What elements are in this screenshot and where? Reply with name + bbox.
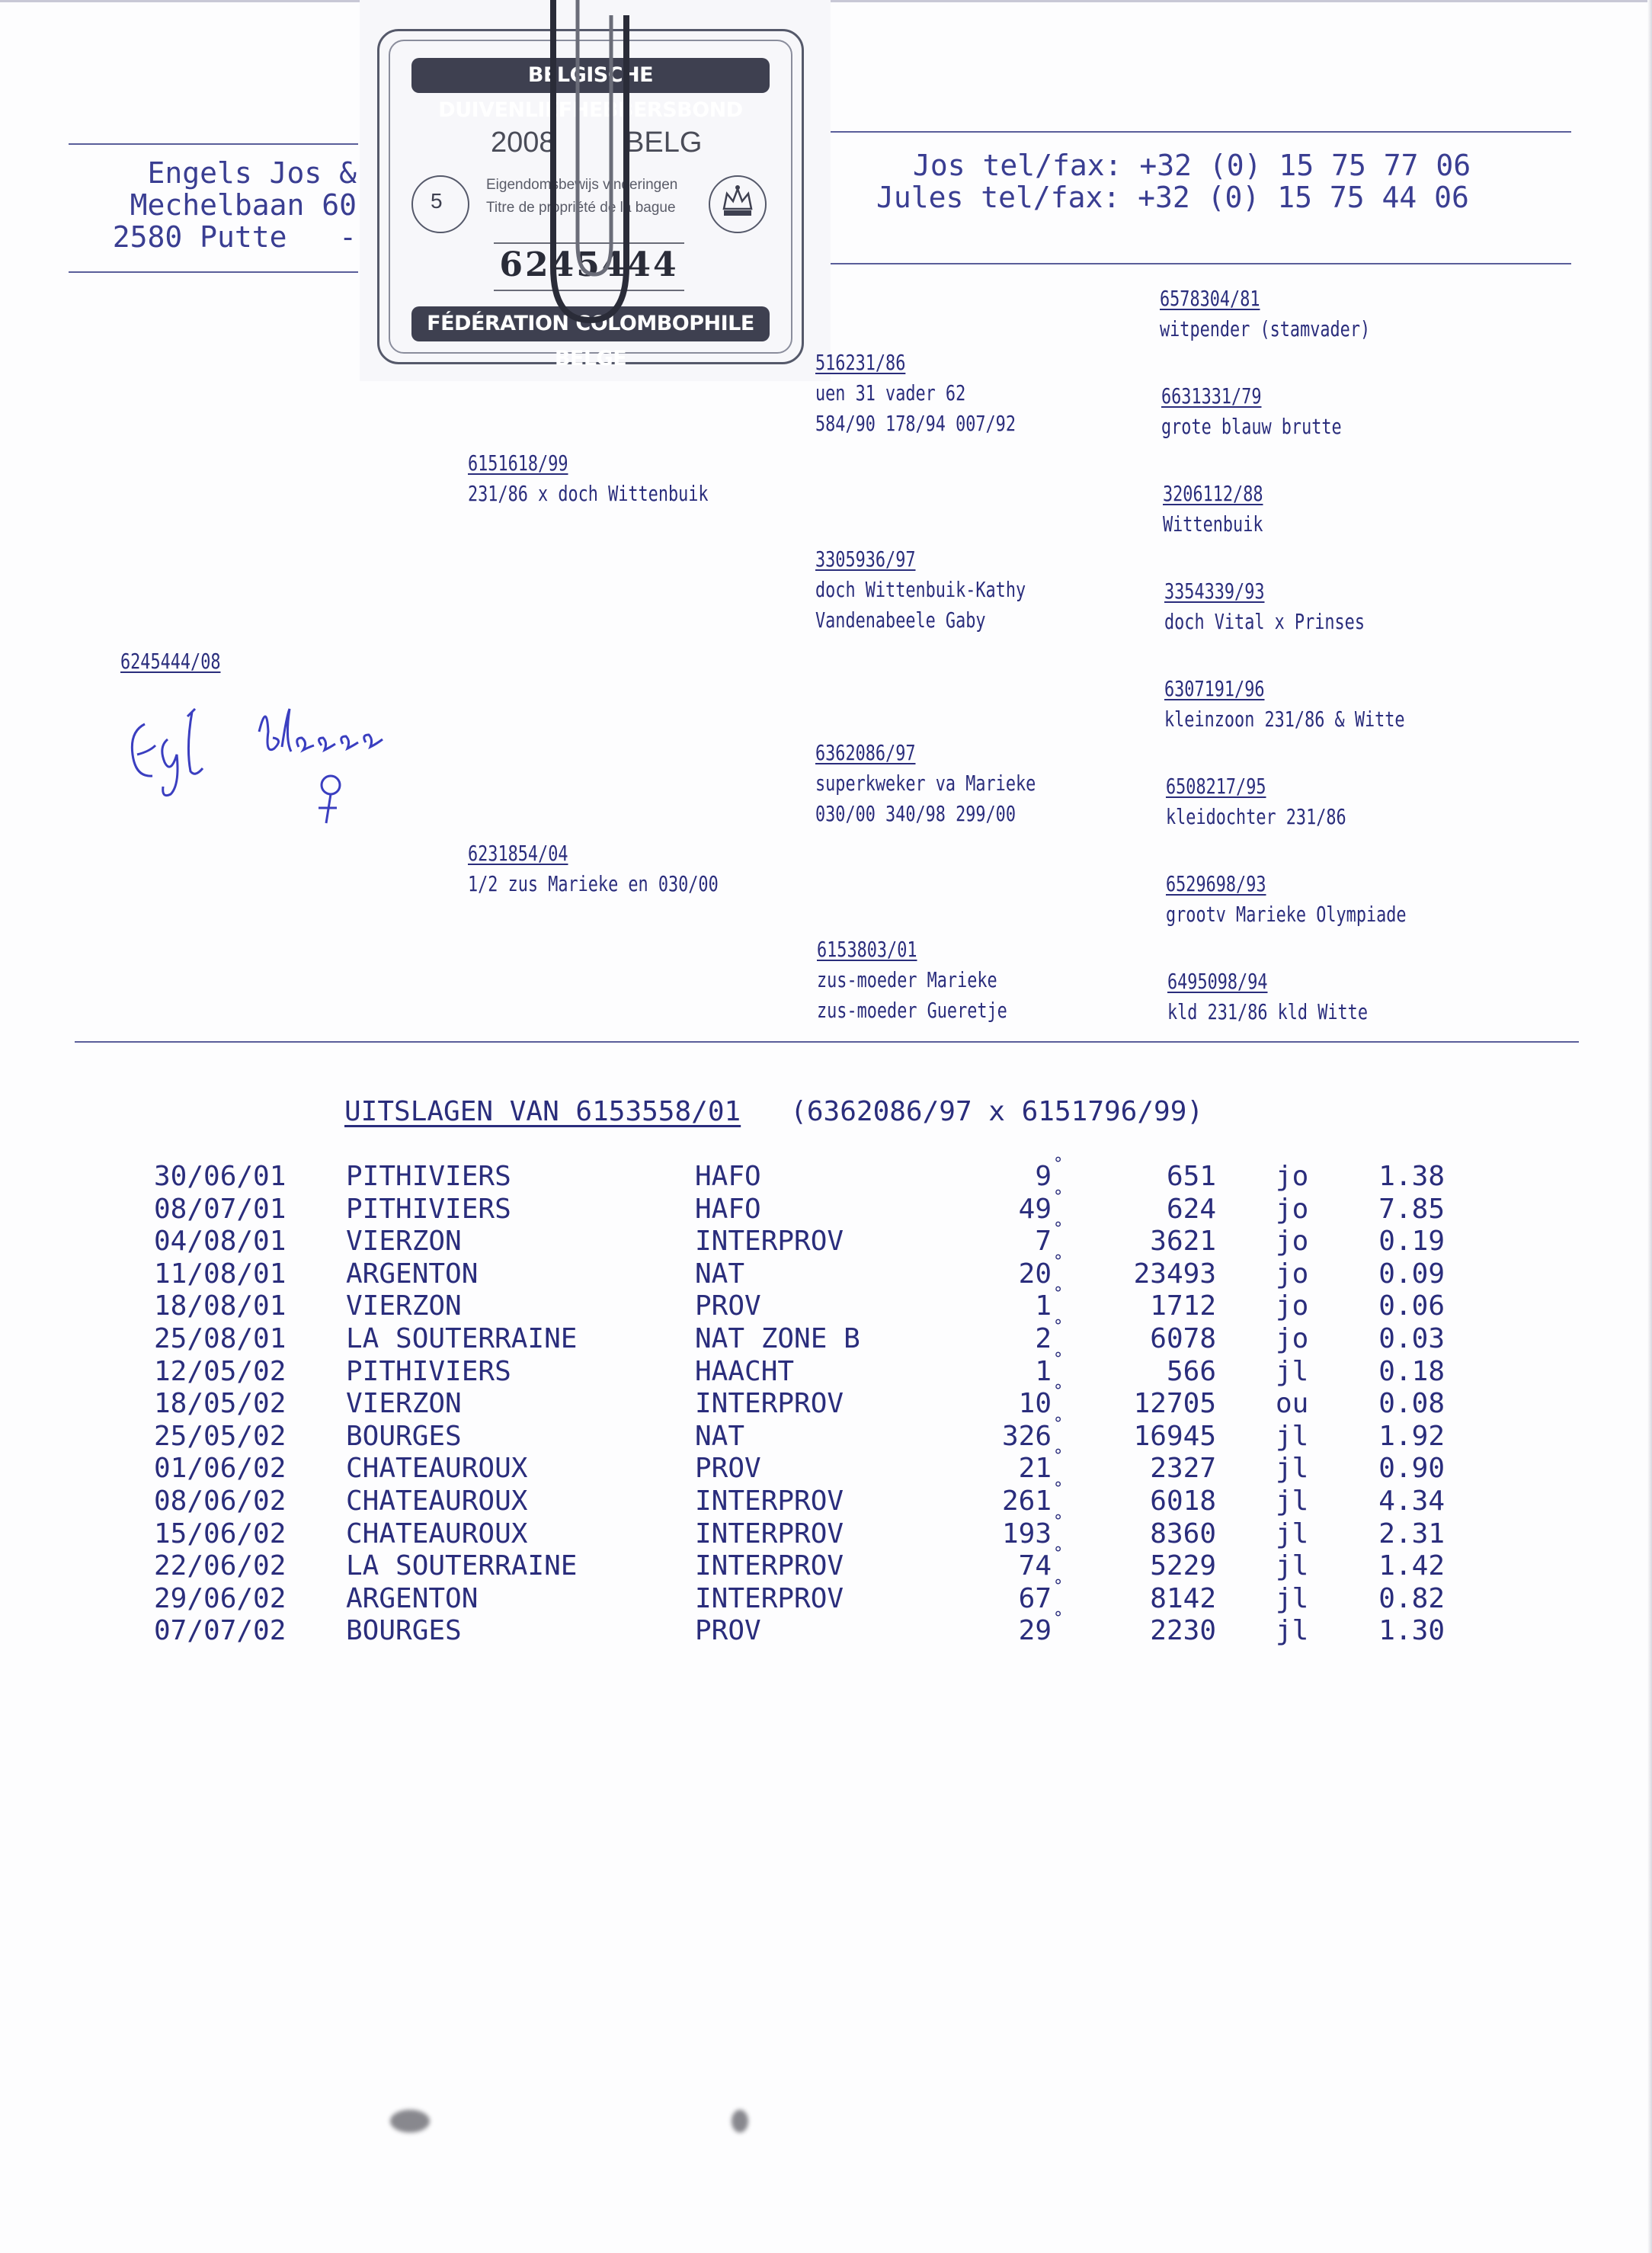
result-position [1018,1252,1064,1290]
result-age-class: jl [1276,1615,1309,1646]
phone-line-jos: Jos tel/fax: +32 (0) 15 75 77 06 [913,149,1471,182]
pedigree-great-grandparent-line: kleinzoon 231/86 & Witte [1164,707,1405,732]
result-percentage: 0.06 [1378,1290,1445,1322]
result-row [0,1317,1652,1355]
result-position-degree: ° [1053,1609,1064,1628]
pedigree-mother [468,838,719,899]
page-right-edge [1647,0,1652,2253]
pedigree-great-grandparent [1164,576,1365,637]
result-row [0,1219,1652,1258]
result-category: PROV [695,1453,761,1484]
result-entries: 6078 [1150,1323,1216,1354]
result-place: CHATEAUROUX [346,1518,528,1550]
pedigree-great-grandparent-ring: 3206112/88 [1163,481,1263,506]
result-category: NAT ZONE B [695,1323,860,1354]
result-position-value: 326 [1001,1421,1052,1452]
pedigree-great-grandparent-ring: 6529698/93 [1166,871,1266,896]
result-date: 22/06/02 [154,1550,287,1582]
result-place: BOURGES [346,1421,462,1452]
result-position-degree: ° [1053,1512,1064,1531]
result-place: VIERZON [346,1226,462,1257]
result-age-class: jo [1276,1290,1309,1322]
result-position-degree: ° [1053,1415,1064,1434]
result-position-value: 49 [1018,1194,1052,1225]
header-rule-right-top [831,131,1571,133]
result-place: LA SOUTERRAINE [346,1550,578,1582]
pedigree-great-grandparent-ring: 6495098/94 [1167,969,1268,994]
result-position-value: 1 [1035,1356,1052,1387]
pedigree-grandparent-line: 030/00 340/98 299/00 [815,801,1016,826]
result-position-value: 193 [1001,1518,1052,1550]
header-rule-left-bottom [69,271,358,273]
result-age-class: jl [1276,1356,1309,1387]
pedigree-grandparent [817,934,1007,1026]
ring-card-line-fr: Titre de propriété de la bague [486,200,676,216]
result-category: INTERPROV [695,1485,844,1517]
scan-smudge [390,2110,430,2133]
results-title [344,1096,1203,1127]
result-age-class: jo [1276,1258,1309,1290]
result-percentage: 0.03 [1378,1323,1445,1354]
ring-card-number: 6245444 [499,245,679,284]
result-position-degree: ° [1053,1284,1064,1303]
result-position-value: 261 [1001,1485,1052,1517]
result-position [1018,1447,1064,1485]
result-place: CHATEAUROUX [346,1453,528,1484]
result-place: BOURGES [346,1615,462,1646]
pedigree-great-grandparent-ring: 6307191/96 [1164,676,1265,701]
result-position [1035,1219,1064,1258]
result-date: 25/05/02 [154,1421,287,1452]
result-age-class: jl [1276,1453,1309,1484]
pedigree-grandparent-line: uen 31 vader 62 [815,380,966,405]
result-date: 18/08/01 [154,1290,287,1322]
result-position-degree: ° [1053,1155,1064,1174]
header-rule-left-top [69,143,358,145]
result-position [1035,1350,1064,1388]
result-position-value: 20 [1018,1258,1052,1290]
result-row [0,1284,1652,1322]
result-position-degree: ° [1053,1577,1064,1596]
pedigree-grandparent-line: 584/90 178/94 007/92 [815,411,1016,436]
result-position-degree: ° [1053,1350,1064,1369]
result-category: HAFO [695,1161,761,1192]
result-date: 30/06/01 [154,1161,287,1192]
ring-card-line-nl: Eigendomsbewijs vinderingen [486,177,678,193]
result-position [1018,1187,1064,1226]
result-percentage: 4.34 [1378,1485,1445,1517]
result-position [1035,1317,1064,1355]
pedigree-great-grandparent [1161,381,1342,442]
result-position [1035,1284,1064,1322]
result-age-class: jl [1276,1485,1309,1517]
pedigree-father [468,448,709,509]
pedigree-great-grandparent [1163,479,1263,540]
result-date: 01/06/02 [154,1453,287,1484]
ring-card-year: 2008 [491,127,555,159]
result-place: ARGENTON [346,1258,479,1290]
result-place: VIERZON [346,1388,462,1419]
handwritten-engel-note [122,701,229,800]
result-date: 08/06/02 [154,1485,287,1517]
pedigree-mother-ring: 6231854/04 [468,841,568,866]
result-position-value: 21 [1018,1453,1052,1484]
result-position-value: 10 [1018,1388,1052,1419]
pedigree-great-grandparent-line: doch Vital x Prinses [1164,609,1365,634]
result-position-degree: ° [1053,1382,1064,1401]
result-percentage: 1.38 [1378,1161,1445,1192]
result-entries: 3621 [1150,1226,1216,1257]
result-row [0,1479,1652,1517]
result-place: VIERZON [346,1290,462,1322]
result-age-class: ou [1276,1388,1309,1419]
pedigree-grandparent-line: Vandenabeele Gaby [815,607,986,633]
result-place: PITHIVIERS [346,1161,511,1192]
result-category: INTERPROV [695,1550,844,1582]
pedigree-grandparent-line: zus-moeder Marieke [817,967,997,992]
pedigree-father-line: 231/86 x doch Wittenbuik [468,481,709,506]
result-age-class: jo [1276,1323,1309,1354]
result-position [1018,1577,1064,1615]
result-position-degree: ° [1053,1317,1064,1336]
result-row [0,1512,1652,1550]
result-age-class: jl [1276,1518,1309,1550]
result-entries: 5229 [1150,1550,1216,1582]
result-date: 18/05/02 [154,1388,287,1419]
result-age-class: jl [1276,1583,1309,1614]
result-position [1001,1415,1064,1453]
result-position-degree: ° [1053,1219,1064,1239]
result-age-class: jl [1276,1421,1309,1452]
result-position-value: 1 [1035,1290,1052,1322]
pedigree-grandparent-line: doch Wittenbuik-Kathy [815,577,1026,602]
pedigree-grandparent-ring: 6362086/97 [815,740,916,765]
result-percentage: 0.82 [1378,1583,1445,1614]
pedigree-father-ring: 6151618/99 [468,450,568,476]
result-entries: 2327 [1150,1453,1216,1484]
result-row [0,1252,1652,1290]
result-position-value: 29 [1018,1615,1052,1646]
result-date: 15/06/02 [154,1518,287,1550]
result-category: INTERPROV [695,1226,844,1257]
pedigree-grandparent-line: superkweker va Marieke [815,771,1036,796]
pedigree-great-grandparent-ring: 6508217/95 [1166,774,1266,799]
result-date: 12/05/02 [154,1356,287,1387]
result-percentage: 0.19 [1378,1226,1445,1257]
result-entries: 8142 [1150,1583,1216,1614]
result-percentage: 0.18 [1378,1356,1445,1387]
result-row [0,1447,1652,1485]
ring-card-country: BELG [625,127,703,159]
pedigree-great-grandparent [1166,869,1407,930]
result-position-value: 9 [1035,1161,1052,1192]
result-entries: 566 [1166,1356,1216,1387]
results-title-main: UITSLAGEN VAN 6153558/01 [344,1096,741,1127]
result-position [1035,1155,1064,1193]
result-category: HAFO [695,1194,761,1225]
result-category: PROV [695,1615,761,1646]
result-row [0,1609,1652,1647]
result-position [1001,1512,1064,1550]
handwritten-color-note [251,701,427,838]
result-entries: 8360 [1150,1518,1216,1550]
result-category: NAT [695,1258,745,1290]
result-category: INTERPROV [695,1388,844,1419]
pedigree-subject [120,646,220,677]
pedigree-great-grandparent-line: kleidochter 231/86 [1166,804,1346,829]
result-category: PROV [695,1290,761,1322]
result-age-class: jo [1276,1194,1309,1225]
result-entries: 16945 [1133,1421,1216,1452]
result-entries: 1712 [1150,1290,1216,1322]
result-date: 08/07/01 [154,1194,287,1225]
pedigree-great-grandparent-line: witpender (stamvader) [1160,316,1371,341]
pedigree-great-grandparent-ring: 6578304/81 [1160,286,1260,311]
result-row [0,1415,1652,1453]
result-position [1018,1382,1064,1420]
result-percentage: 1.92 [1378,1421,1445,1452]
pedigree-great-grandparent [1167,966,1368,1027]
result-position-value: 2 [1035,1323,1052,1354]
pedigree-grandparent-ring: 516231/86 [815,350,906,375]
result-category: NAT [695,1421,745,1452]
result-percentage: 0.08 [1378,1388,1445,1419]
result-position [1018,1609,1064,1647]
pedigree-great-grandparent [1160,284,1370,345]
result-row [0,1577,1652,1615]
result-percentage: 1.30 [1378,1615,1445,1646]
result-date: 25/08/01 [154,1323,287,1354]
result-position [1001,1479,1064,1517]
result-category: INTERPROV [695,1518,844,1550]
result-percentage: 7.85 [1378,1194,1445,1225]
pedigree-great-grandparent-ring: 3354339/93 [1164,578,1265,604]
result-entries: 2230 [1150,1615,1216,1646]
crown-icon [719,183,756,221]
ring-card-digit: 5 [431,189,443,213]
pedigree-great-grandparent-line: grote blauw brutte [1161,414,1342,439]
result-percentage: 2.31 [1378,1518,1445,1550]
result-percentage: 0.09 [1378,1258,1445,1290]
result-category: INTERPROV [695,1583,844,1614]
result-place: LA SOUTERRAINE [346,1323,578,1354]
result-position-degree: ° [1053,1447,1064,1466]
pedigree-subject-ring: 6245444/08 [120,649,221,674]
pedigree-great-grandparent-line: Wittenbuik [1163,511,1263,537]
result-age-class: jo [1276,1161,1309,1192]
header-rule-right-bottom [831,263,1571,264]
result-date: 29/06/02 [154,1583,287,1614]
ring-card-bottom-banner: FÉDÉRATION COLOMBOPHILE BELGE [411,306,770,341]
result-position-degree: ° [1053,1479,1064,1498]
result-row [0,1382,1652,1420]
address-line-city: 2580 Putte - [112,220,357,254]
phone-line-jules: Jules tel/fax: +32 (0) 15 75 44 06 [876,181,1469,214]
result-position-degree: ° [1053,1544,1064,1563]
result-place: ARGENTON [346,1583,479,1614]
address-line-name: Engels Jos & [147,156,357,190]
result-entries: 651 [1166,1161,1216,1192]
result-position-degree: ° [1053,1187,1064,1207]
address-line-street: Mechelbaan 60 [130,188,357,222]
result-entries: 6018 [1150,1485,1216,1517]
result-date: 11/08/01 [154,1258,287,1290]
pedigree-great-grandparent [1164,674,1405,735]
result-place: PITHIVIERS [346,1356,511,1387]
pedigree-grandparent [815,348,1016,439]
result-place: PITHIVIERS [346,1194,511,1225]
result-row [0,1544,1652,1582]
result-row [0,1350,1652,1388]
result-position-degree: ° [1053,1252,1064,1271]
paperclip-icon [538,0,642,351]
results-title-parents: (6362086/97 x 6151796/99) [790,1096,1204,1127]
result-entries: 624 [1166,1194,1216,1225]
result-entries: 23493 [1133,1258,1216,1290]
result-position-value: 7 [1035,1226,1052,1257]
ring-card-top-banner: BELGISCHE DUIVENLIEFHEBBERSBOND [411,58,770,93]
result-row [0,1187,1652,1226]
pedigree-grandparent-ring: 3305936/97 [815,546,916,572]
pedigree-great-grandparent [1166,771,1346,832]
pedigree-great-grandparent-line: kld 231/86 kld Witte [1167,999,1368,1024]
result-place: CHATEAUROUX [346,1485,528,1517]
result-position [1018,1544,1064,1582]
pedigree-mother-line: 1/2 zus Marieke en 030/00 [468,871,719,896]
result-entries: 12705 [1133,1388,1216,1419]
result-percentage: 0.90 [1378,1453,1445,1484]
pedigree-grandparent-line: zus-moeder Gueretje [817,998,1007,1023]
result-category: HAACHT [695,1356,795,1387]
pedigree-grandparent [815,738,1036,829]
result-date: 04/08/01 [154,1226,287,1257]
result-position-value: 74 [1018,1550,1052,1582]
pedigree-great-grandparent-line: grootv Marieke Olympiade [1166,902,1407,927]
result-age-class: jl [1276,1550,1309,1582]
result-percentage: 1.42 [1378,1550,1445,1582]
result-date: 07/07/02 [154,1615,287,1646]
result-row [0,1155,1652,1193]
pedigree-grandparent [815,544,1026,636]
pedigree-grandparent-ring: 6153803/01 [817,937,917,962]
pedigree-great-grandparent-ring: 6631331/79 [1161,383,1262,409]
scan-smudge [732,2110,748,2133]
pedigree-results-divider [75,1041,1579,1043]
result-age-class: jo [1276,1226,1309,1257]
result-position-value: 67 [1018,1583,1052,1614]
